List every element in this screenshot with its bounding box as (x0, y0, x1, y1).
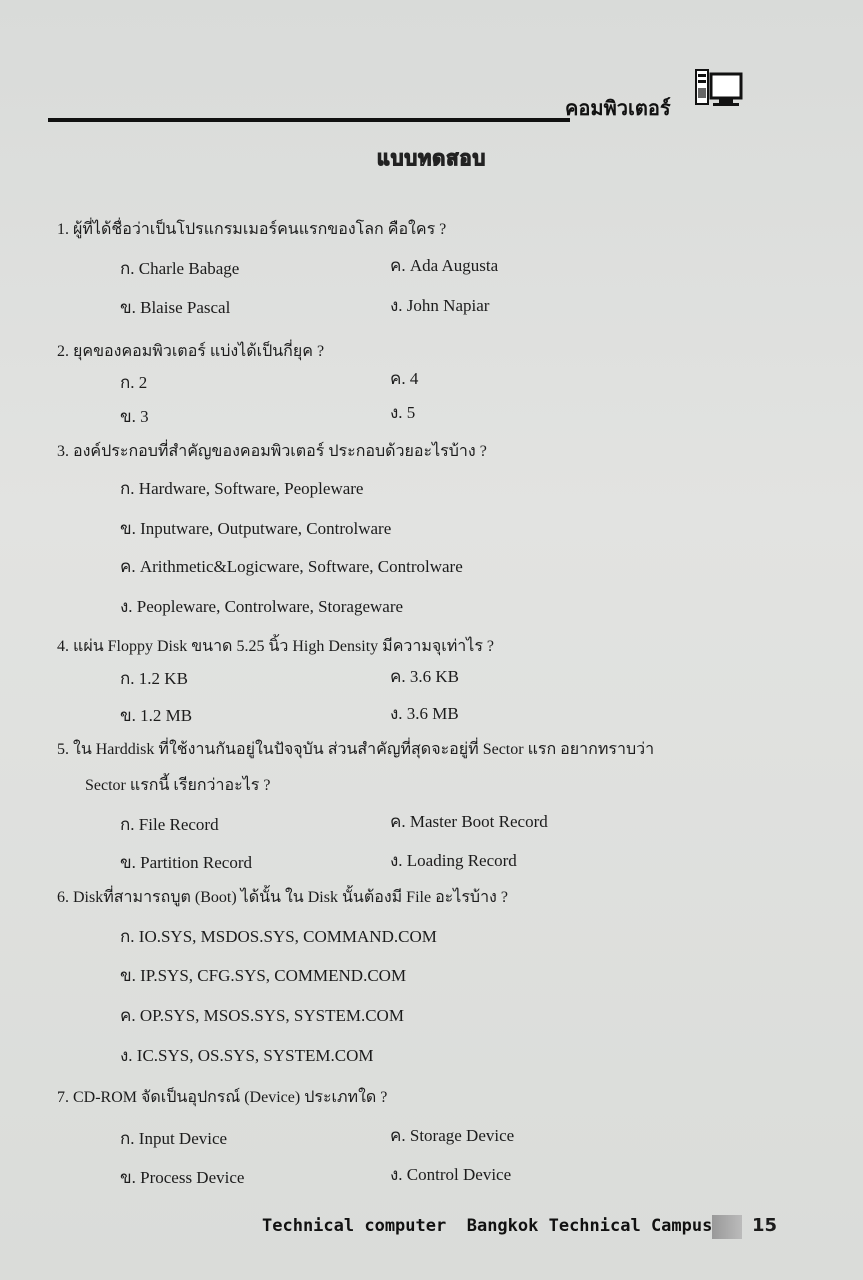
question-3-option-b: ข. Inputware, Outputware, Controlware (120, 519, 392, 538)
question-5-option-a: ก. File Record (120, 815, 219, 834)
header-title: คอมพิวเตอร์ (565, 96, 671, 120)
question-4-option-b: ข. 1.2 MB (120, 706, 193, 725)
question-7-option-d: ง. Control Device (390, 1165, 512, 1184)
question-3-option-a: ก. Hardware, Software, Peopleware (120, 479, 364, 498)
question-5-option-c: ค. Master Boot Record (390, 812, 548, 831)
question-3: 3. องค์ประกอบที่สำคัญของคอมพิวเตอร์ ประกอบด้วยอะไรบ้าง ? (57, 443, 487, 460)
question-4-option-a: ก. 1.2 KB (120, 669, 188, 688)
question-2-option-c: ค. 4 (390, 369, 419, 388)
page-title: แบบทดสอบ (376, 146, 487, 170)
question-4-option-c: ค. 3.6 KB (390, 667, 459, 686)
footer-bar (712, 1215, 742, 1239)
page-number: 15 (752, 1215, 778, 1236)
footer-text (262, 1216, 712, 1236)
question-7-option-b: ข. Process Device (120, 1168, 245, 1187)
question-6: 6. Diskที่สามารถบูต (Boot) ได้นั้น ใน Disk นั้นต้องมี File อะไรบ้าง ? (57, 889, 508, 906)
question-1-option-a: ก. Charle Babage (120, 259, 240, 278)
header-rule (48, 118, 570, 122)
question-5-option-b: ข. Partition Record (120, 853, 253, 872)
question-2-option-d: ง. 5 (390, 403, 416, 422)
question-4: 4. แผ่น Floppy Disk ขนาด 5.25 นิ้ว High Density มีความจุเท่าไร ? (57, 638, 495, 655)
question-1-option-b: ข. Blaise Pascal (120, 298, 231, 317)
question-4-option-d: ง. 3.6 MB (390, 704, 459, 723)
question-3-option-c: ค. Arithmetic&Logicware, Software, Controlware (120, 557, 463, 576)
question-5-option-d: ง. Loading Record (390, 851, 517, 870)
question-1-option-c: ค. Ada Augusta (390, 256, 499, 275)
question-1: 1. ผู้ที่ได้ชื่อว่าเป็นโปรแกรมเมอร์คนแรกของโลก คือใคร ? (57, 221, 447, 238)
footer-left: Technical computer (262, 1216, 447, 1236)
question-6-option-b: ข. IP.SYS, CFG.SYS, COMMEND.COM (120, 966, 407, 985)
question-6-option-c: ค. OP.SYS, MSOS.SYS, SYSTEM.COM (120, 1006, 404, 1025)
question-6-option-a: ก. IO.SYS, MSDOS.SYS, COMMAND.COM (120, 927, 437, 946)
question-2: 2. ยุคของคอมพิวเตอร์ แบ่งได้เป็นกี่ยุค ? (57, 343, 325, 360)
question-3-option-d: ง. Peopleware, Controlware, Storageware (120, 597, 404, 616)
computer-icon (695, 68, 743, 108)
question-5: 5. ใน Harddisk ที่ใช้งานกันอยู่ในปัจจุบัน ส่วนสำคัญที่สุดจะอยู่ที่ Sector แรก อยากทราบว่า (57, 741, 655, 758)
question-7-option-c: ค. Storage Device (390, 1126, 515, 1145)
question-6-option-d: ง. IC.SYS, OS.SYS, SYSTEM.COM (120, 1046, 374, 1065)
question-2-option-a: ก. 2 (120, 373, 148, 392)
question-7: 7. CD-ROM จัดเป็นอุปกรณ์ (Device) ประเภทใด ? (57, 1089, 388, 1106)
question-1-option-d: ง. John Napiar (390, 296, 490, 315)
question-7-option-a: ก. Input Device (120, 1129, 228, 1148)
question-2-option-b: ข. 3 (120, 407, 149, 426)
footer-right: Bangkok Technical Campus (466, 1216, 713, 1236)
question-5-continued: Sector แรกนี้ เรียกว่าอะไร ? (85, 777, 271, 794)
